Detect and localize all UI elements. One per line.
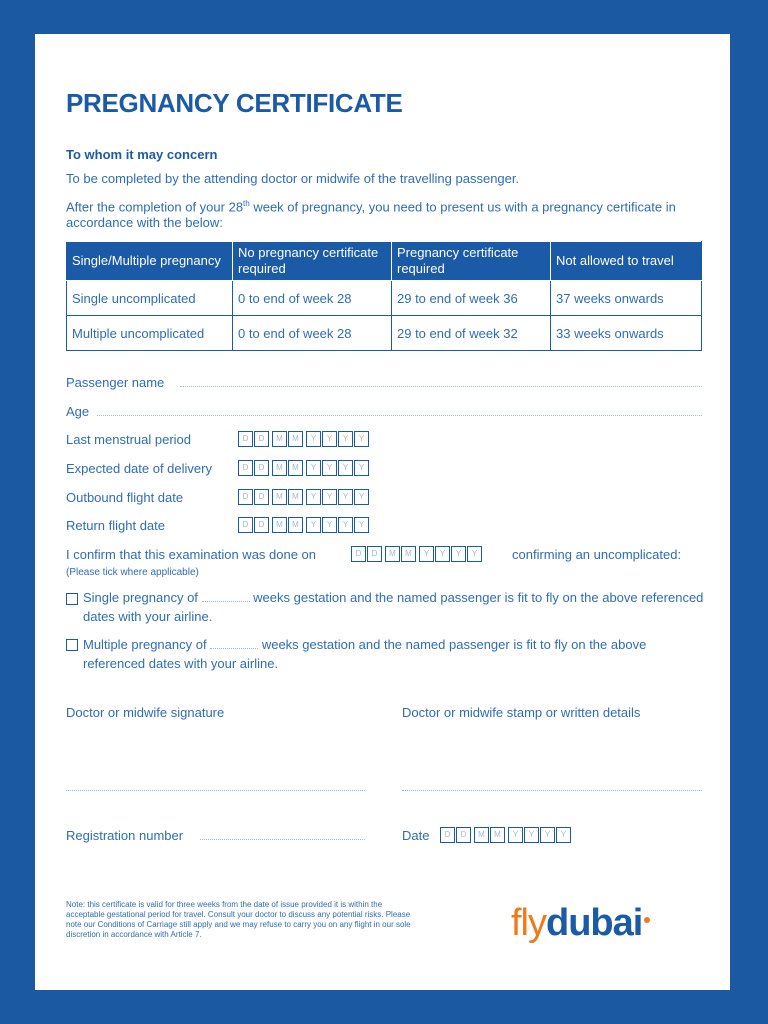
table-cell: 29 to end of week 32 <box>392 316 551 351</box>
doctor-stamp-label: Doctor or midwife stamp or written details <box>402 705 641 720</box>
date-digit-box[interactable]: Y <box>338 489 353 505</box>
table-header: Not allowed to travel <box>551 242 702 281</box>
requirement-paragraph: After the completion of your 28th week of pregnancy, you need to present us with a pregnancy certificate in accordance with the below: <box>66 199 676 231</box>
date-digit-box[interactable]: M <box>272 517 287 533</box>
date-digit-box[interactable]: Y <box>451 546 466 562</box>
date-digit-box[interactable]: Y <box>322 517 337 533</box>
date-digit-box[interactable]: Y <box>322 489 337 505</box>
date-digit-box[interactable]: D <box>254 517 269 533</box>
date-digit-box[interactable]: M <box>272 460 287 476</box>
date-digit-box[interactable]: M <box>288 460 303 476</box>
exam-date-field[interactable] <box>351 546 483 562</box>
certificate-page <box>35 34 730 990</box>
salutation: To whom it may concern <box>66 147 218 162</box>
date-digit-box[interactable]: Y <box>354 517 369 533</box>
date-digit-box[interactable]: Y <box>524 827 539 843</box>
date-digit-box[interactable]: Y <box>467 546 482 562</box>
date-digit-box[interactable]: D <box>367 546 382 562</box>
doctor-stamp-field[interactable] <box>402 790 702 791</box>
table-cell: 0 to end of week 28 <box>233 281 392 316</box>
date-digit-box[interactable]: D <box>440 827 455 843</box>
date-digit-box[interactable]: M <box>272 489 287 505</box>
date-digit-box[interactable]: D <box>351 546 366 562</box>
single-pregnancy-statement: Single pregnancy of weeks gestation and the named passenger is fit to fly on the above referenced dates with your airline. <box>83 590 704 624</box>
single-pregnancy-checkbox[interactable] <box>66 593 78 605</box>
date-digit-box[interactable]: M <box>288 517 303 533</box>
date-digit-box[interactable]: M <box>288 431 303 447</box>
table-cell: Single uncomplicated <box>67 281 233 316</box>
multiple-weeks-field[interactable] <box>210 639 258 649</box>
date-label: Date <box>402 828 430 843</box>
table-cell: Multiple uncomplicated <box>67 316 233 351</box>
date-digit-box[interactable]: D <box>254 431 269 447</box>
instruction-line: To be completed by the attending doctor or midwife of the travelling passenger. <box>66 171 520 186</box>
date-digit-box[interactable]: D <box>456 827 471 843</box>
date-digit-box[interactable]: Y <box>322 431 337 447</box>
edd-label: Expected date of delivery <box>66 461 212 476</box>
table-header: No pregnancy certificate required <box>233 242 392 281</box>
date-digit-box[interactable]: Y <box>354 460 369 476</box>
passenger-name-field[interactable] <box>180 386 702 387</box>
doctor-signature-field[interactable] <box>66 790 365 791</box>
date-digit-box[interactable]: D <box>238 517 253 533</box>
date-digit-box[interactable]: M <box>288 489 303 505</box>
table-row <box>67 316 702 351</box>
date-digit-box[interactable]: Y <box>306 431 321 447</box>
date-digit-box[interactable]: Y <box>306 460 321 476</box>
date-digit-box[interactable]: Y <box>306 517 321 533</box>
date-digit-box[interactable]: Y <box>556 827 571 843</box>
date-digit-box[interactable]: Y <box>354 431 369 447</box>
multiple-pregnancy-statement: Multiple pregnancy of weeks gestation and the named passenger is fit to fly on the above referenced dates with your airline. <box>83 637 647 671</box>
date-digit-box[interactable]: M <box>401 546 416 562</box>
date-digit-box[interactable]: Y <box>419 546 434 562</box>
date-digit-box[interactable]: D <box>254 489 269 505</box>
confirm-text-end: confirming an uncomplicated: <box>512 547 682 562</box>
passenger-name-label: Passenger name <box>66 375 165 390</box>
return-date-field[interactable] <box>238 517 370 533</box>
lmp-label: Last menstrual period <box>66 432 192 447</box>
age-field[interactable] <box>97 415 702 416</box>
table-header: Pregnancy certificate required <box>392 242 551 281</box>
table-header-row <box>67 242 702 281</box>
date-digit-box[interactable]: Y <box>306 489 321 505</box>
confirm-text: I confirm that this examination was done on <box>66 547 317 562</box>
date-digit-box[interactable]: M <box>385 546 400 562</box>
multiple-pregnancy-checkbox[interactable] <box>66 639 78 651</box>
date-digit-box[interactable]: D <box>238 431 253 447</box>
age-label: Age <box>66 404 90 419</box>
date-digit-box[interactable]: Y <box>338 460 353 476</box>
table-cell: 29 to end of week 36 <box>392 281 551 316</box>
table-cell: 37 weeks onwards <box>551 281 702 316</box>
signature-date-field[interactable] <box>440 827 572 843</box>
table-row <box>67 281 702 316</box>
date-digit-box[interactable]: M <box>490 827 505 843</box>
date-digit-box[interactable]: Y <box>322 460 337 476</box>
registration-label: Registration number <box>66 828 184 843</box>
outbound-date-field[interactable] <box>238 489 370 505</box>
date-digit-box[interactable]: D <box>254 460 269 476</box>
date-digit-box[interactable]: D <box>238 460 253 476</box>
registration-field[interactable] <box>200 839 365 840</box>
edd-date-field[interactable] <box>238 460 370 476</box>
date-digit-box[interactable]: M <box>474 827 489 843</box>
travel-rules-table <box>66 241 702 351</box>
lmp-date-field[interactable] <box>238 431 370 447</box>
tick-hint: (Please tick where applicable) <box>66 567 199 578</box>
table-header: Single/Multiple pregnancy <box>67 242 233 281</box>
date-digit-box[interactable]: Y <box>338 431 353 447</box>
date-digit-box[interactable]: Y <box>508 827 523 843</box>
table-cell: 0 to end of week 28 <box>233 316 392 351</box>
table-cell: 33 weeks onwards <box>551 316 702 351</box>
date-digit-box[interactable]: D <box>238 489 253 505</box>
doctor-signature-label: Doctor or midwife signature <box>66 705 225 720</box>
date-digit-box[interactable]: Y <box>540 827 555 843</box>
date-digit-box[interactable]: Y <box>354 489 369 505</box>
validity-note: Note: this certificate is valid for three weeks from the date of issue provided it is within the acceptable gestational period for travel. Consult your doctor to discuss any potential risks. Please note our Conditions of Carriage still apply and we may refuse to carry you on any flight in our sole discretion in accordance with Article 7. <box>66 900 411 939</box>
outbound-label: Outbound flight date <box>66 490 184 505</box>
return-label: Return flight date <box>66 518 166 533</box>
flydubai-logo: flydubai <box>511 902 650 945</box>
date-digit-box[interactable]: Y <box>338 517 353 533</box>
date-digit-box[interactable]: M <box>272 431 287 447</box>
date-digit-box[interactable]: Y <box>435 546 450 562</box>
page-title: PREGNANCY CERTIFICATE <box>66 88 403 118</box>
single-weeks-field[interactable] <box>202 592 250 602</box>
